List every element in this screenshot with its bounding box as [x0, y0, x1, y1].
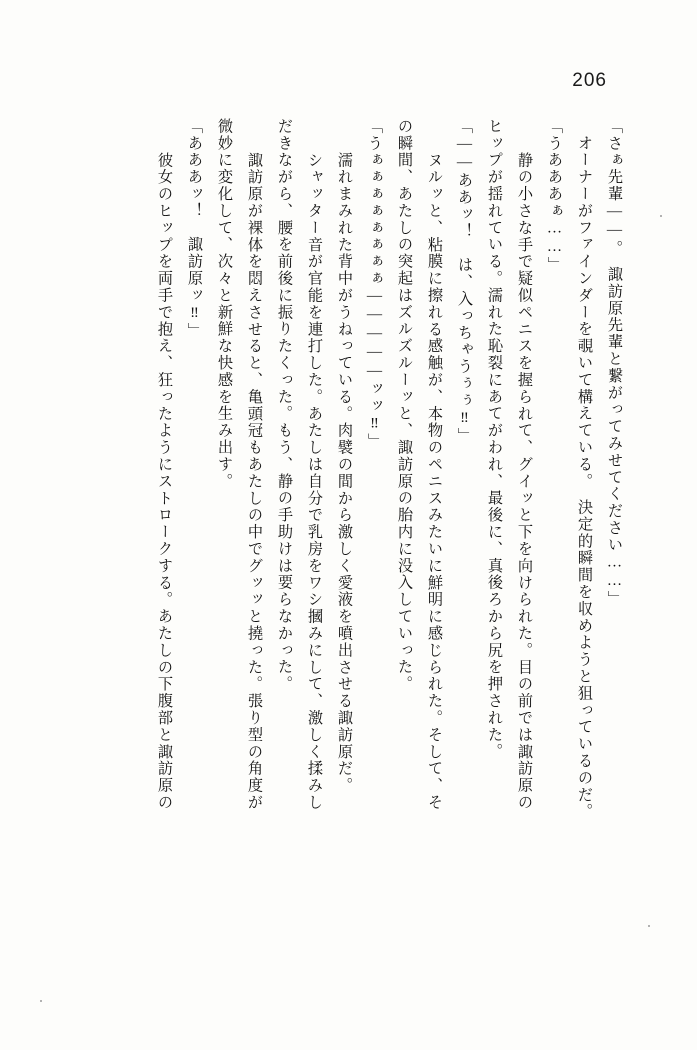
text-column: 「さぁ先輩――。 諏訪原先輩と繋がってみせてください……」	[606, 118, 623, 608]
text-column: ヌルッと、粘膜に擦れる感触が、本物のペニスみたいに鮮明に感じられた。そして、そ	[426, 135, 443, 811]
page-speck	[660, 215, 662, 217]
text-column: 彼女のヒップを両手で抱え、狂ったようにストロークする。あたしの下腹部と諏訪原の	[156, 135, 173, 811]
text-column: 微妙に変化して、次々と新鮮な快感を生み出す。	[216, 118, 233, 490]
page-number: 206	[572, 70, 607, 91]
text-column: 諏訪原が裸体を悶えさせると、亀頭冠もあたしの中でグッッと撓った。張り型の角度が	[246, 135, 263, 811]
text-column: 濡れまみれた背中がうねっている。肉襞の間から激しく愛液を噴出させる諏訪原だ。	[336, 135, 353, 795]
text-column: 「うあああぁ……」	[546, 118, 563, 274]
text-column: 静の小さな手で疑似ペニスを握られて、グイッと下を向けられた。目の前では諏訪原の	[516, 135, 533, 811]
text-column: だきながら、腰を前後に振りたくった。もう、静の手助けは要らなかった。	[276, 118, 293, 693]
text-column: オーナーがファインダーを覗いて構えている。 決定的瞬間を収めようと狙っているのだ。	[576, 118, 593, 821]
text-column: シャッター音が官能を連打した。あたしは自分で乳房をワシ摑みにして、激しく揉みし	[306, 135, 323, 811]
text-column: の瞬間、あたしの突起はズルズルーッと、諏訪原の胎内に没入していった。	[396, 118, 413, 693]
page-speck	[40, 1000, 42, 1002]
text-column: 「うぁぁぁぁぁぁぁぁ―――――ッッ‼」	[366, 118, 383, 450]
vertical-text-body	[52, 118, 622, 1018]
page-speck	[648, 925, 650, 927]
text-column: 「あああッ！ 諏訪原ッ‼」	[186, 118, 203, 340]
text-column: ヒップが揺れている。濡れた恥裂にあてがわれ、最後に、真後ろから尻を押された。	[486, 118, 503, 761]
text-column: 「――ああッ！ は、入っちゃうぅぅ‼」	[456, 118, 473, 445]
